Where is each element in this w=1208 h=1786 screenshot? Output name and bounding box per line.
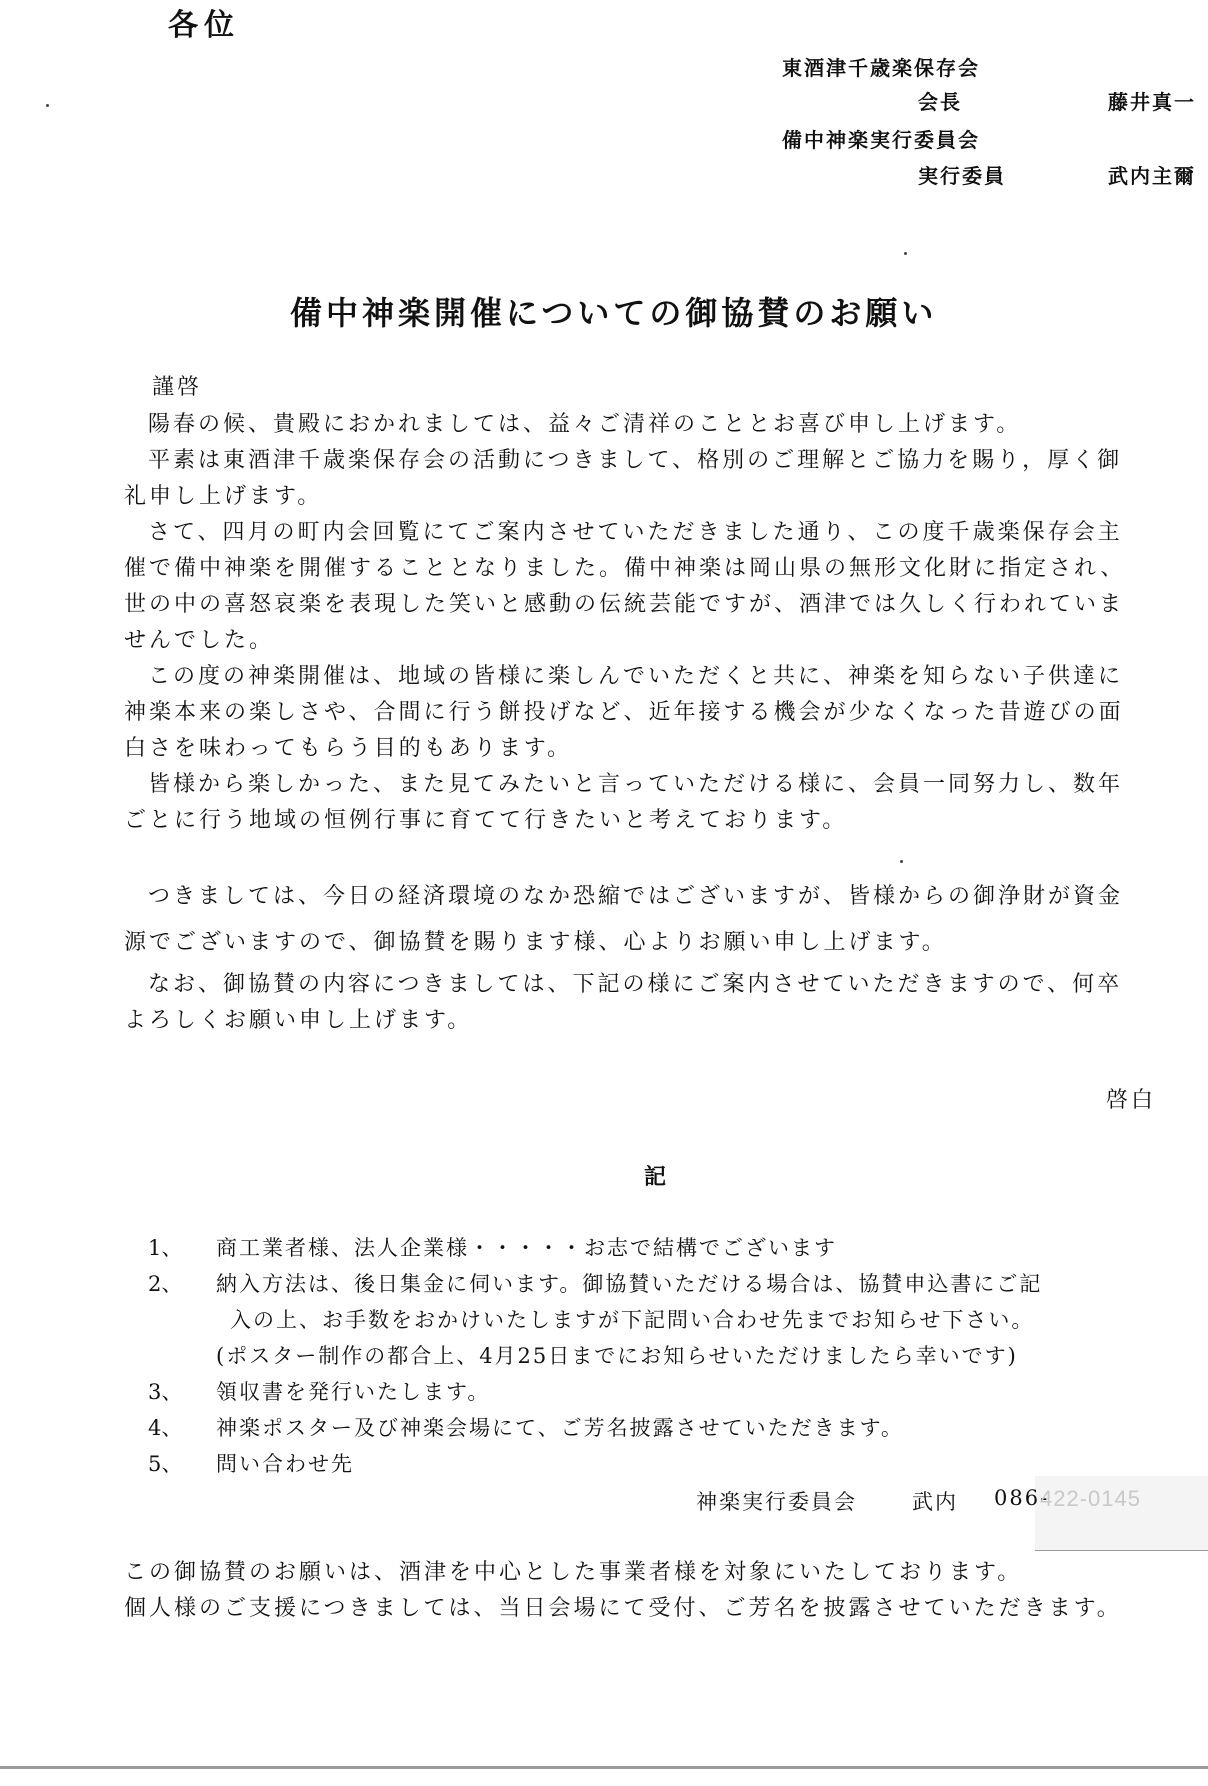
item-number: 2、 bbox=[148, 1272, 183, 1296]
contact-phone-prefix: 086- bbox=[994, 1486, 1050, 1510]
item-number: 5、 bbox=[148, 1452, 183, 1476]
body-line: ごとに行う地域の恒例行事に育てて行きたいと考えております。 bbox=[124, 808, 848, 833]
body-line: よろしくお願い申し上げます。 bbox=[124, 1008, 473, 1033]
body-line: さて、四月の町内会回覧にてご案内させていただきました通り、この度千歳楽保存会主 bbox=[148, 520, 1123, 545]
sender-role-1: 会長 bbox=[918, 90, 962, 114]
body-line: せんでした。 bbox=[124, 628, 275, 653]
body-line: 源でございますので、御協賛を賜ります様、心よりお願い申し上げます。 bbox=[124, 930, 947, 955]
scan-speck bbox=[900, 860, 903, 863]
body-line: 世の中の喜怒哀楽を表現した笑いと感動の伝統芸能ですが、酒津では久しく行われていま bbox=[124, 592, 1125, 617]
item-text: 入の上、お手数をおかけいたしますが下記問い合わせ先までお知らせ下さい。 bbox=[230, 1308, 1035, 1332]
scan-speck bbox=[904, 252, 907, 255]
body-line: 平素は東酒津千歳楽保存会の活動につきまして、格別のご理解とご協力を賜り，厚く御 bbox=[148, 448, 1123, 473]
sender-org-2: 備中神楽実行委員会 bbox=[782, 128, 980, 152]
body-line: 陽春の候、貴殿におかれましては、益々ご清祥のこととお喜び申し上げます。 bbox=[148, 412, 1022, 437]
ki-heading: 記 bbox=[644, 1164, 667, 1190]
item-text: 商工業者様、法人企業様・・・・・お志で結構でございます bbox=[216, 1236, 837, 1260]
sender-org-1: 東酒津千歳楽保存会 bbox=[782, 56, 980, 80]
body-line: 皆様から楽しかった、また見てみたいと言っていただける様に、会員一同努力し、数年 bbox=[148, 772, 1124, 797]
body-line: 催で備中神楽を開催することとなりました。備中神楽は岡山県の無形文化財に指定され、 bbox=[124, 556, 1126, 581]
opening-salutation: 謹啓 bbox=[152, 375, 203, 400]
scan-edge bbox=[0, 1766, 1208, 1769]
footer-note: この御協賛のお願いは、酒津を中心とした事業者様を対象にいたしております。 bbox=[124, 1560, 1023, 1585]
item-text: (ポスター制作の都合上、4月25日までにお知らせいただけましたら幸いです) bbox=[216, 1344, 1018, 1368]
item-text: 領収書を発行いたします。 bbox=[216, 1380, 491, 1404]
item-number: 4、 bbox=[148, 1416, 183, 1440]
item-number: 3、 bbox=[148, 1380, 183, 1404]
body-line: なお、御協賛の内容につきましては、下記の様にご案内させていただきますので、何卒 bbox=[148, 972, 1123, 997]
body-line: この度の神楽開催は、地域の皆様に楽しんでいただくと共に、神楽を知らない子供達に bbox=[148, 664, 1124, 689]
sender-name-1: 藤井真一 bbox=[1108, 90, 1196, 114]
body-line: 白さを味わってもらう目的もあります。 bbox=[124, 736, 573, 761]
scan-speck bbox=[46, 104, 49, 107]
item-text: 神楽ポスター及び神楽会場にて、ご芳名披露させていただきます。 bbox=[216, 1416, 904, 1440]
item-text: 問い合わせ先 bbox=[216, 1452, 354, 1476]
contact-name: 武内 bbox=[912, 1490, 958, 1514]
item-number: 1、 bbox=[148, 1236, 183, 1260]
contact-phone-faint: 422-0145 bbox=[1040, 1486, 1141, 1511]
body-line: 礼申し上げます。 bbox=[124, 484, 323, 509]
contact-org: 神楽実行委員会 bbox=[696, 1490, 857, 1514]
document-title: 備中神楽開催についての御協賛のお願い bbox=[290, 294, 938, 332]
body-line: つきましては、今日の経済環境のなか恐縮ではございますが、皆様からの御浄財が資金 bbox=[148, 884, 1124, 909]
addressee: 各位 bbox=[168, 8, 240, 43]
footer-note: 個人様のご支援につきましては、当日会場にて受付、ご芳名を披露させていただきます。 bbox=[124, 1596, 1122, 1621]
body-line: 神楽本来の楽しさや、合間に行う餅投げなど、近年接する機会が少なくなった昔遊びの面 bbox=[124, 700, 1124, 725]
sender-name-2: 武内主爾 bbox=[1108, 164, 1196, 188]
sender-role-2: 実行委員 bbox=[918, 164, 1006, 188]
item-text: 納入方法は、後日集金に伺います。御協賛いただける場合は、協賛申込書にご記 bbox=[216, 1272, 1043, 1296]
closing-salutation: 啓白 bbox=[1106, 1088, 1157, 1113]
